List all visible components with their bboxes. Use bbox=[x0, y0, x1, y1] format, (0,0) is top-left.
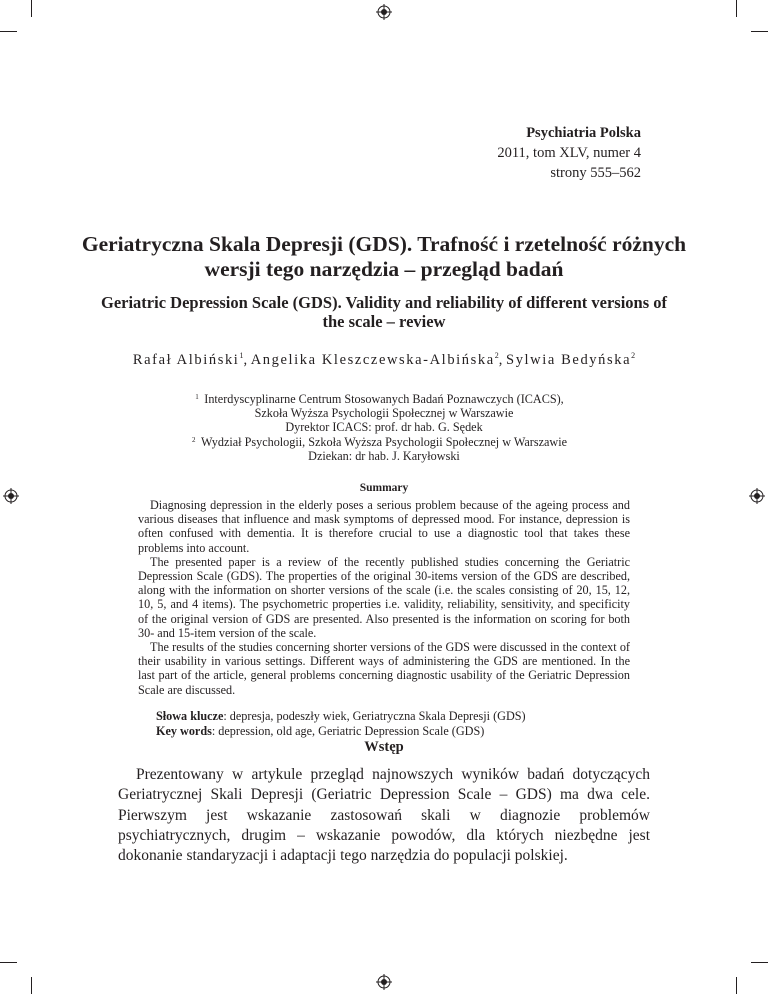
affiliation-number: 2 bbox=[191, 435, 196, 444]
crop-mark-top-left-h bbox=[0, 31, 17, 32]
registration-mark-top-icon bbox=[376, 4, 392, 20]
crop-mark-bottom-right-h bbox=[751, 962, 768, 963]
affiliation-text: Wydział Psychologii, Szkoła Wyższa Psychologii Społecznej w Warszawie bbox=[200, 434, 568, 449]
journal-name: Psychiatria Polska bbox=[526, 125, 641, 141]
keywords-line-english bbox=[156, 724, 630, 739]
keywords-label: Key words bbox=[156, 724, 212, 738]
journal-header bbox=[497, 123, 641, 183]
author-separator: , bbox=[498, 352, 507, 368]
author-name: Sylwia Bedyńska bbox=[506, 352, 632, 368]
summary-paragraph: The presented paper is a review of the recently published studies concerning the Geriatric Depression Scale (GDS). The properties of the original 30-items version of the GDS are described, along with the information on shorter versions of the scale (i.e. the scales consisting of 20, 15, 12, 10, 5, and 4 items). The psychometric properties i.e. validity, reliability, sensitivity, and specificity of the original version of GDS are presented. Also presented is the information on scoring for both 30- and 15-item version of the scale. bbox=[138, 554, 630, 640]
affiliation-line: Dziekan: dr hab. J. Karyłowski bbox=[308, 448, 460, 463]
registration-mark-bottom-icon bbox=[376, 974, 392, 990]
summary-paragraph: Diagnosing depression in the elderly poses a serious problem because of the ageing process and various diseases that influence and mask symptoms of depressed mood. For instance, depression is often confused with dementia. It is therefore crucial to use a diagnostic tool that takes these problems into account. bbox=[138, 498, 630, 555]
affiliation-block bbox=[150, 392, 618, 463]
keywords-label: Słowa klucze bbox=[156, 709, 224, 723]
crop-mark-top-right-v bbox=[736, 0, 737, 17]
keywords-text: : depression, old age, Geriatric Depression Scale (GDS) bbox=[211, 724, 485, 738]
summary-body bbox=[138, 498, 630, 697]
crop-mark-bottom-left-v bbox=[31, 977, 32, 994]
author-name: Angelika Kleszczewska-Albińska bbox=[250, 352, 495, 368]
intro-body bbox=[118, 765, 650, 866]
author-affiliation-number: 2 bbox=[494, 351, 499, 360]
affiliation-line: Szkoła Wyższa Psychologii Społecznej w Warszawie bbox=[254, 406, 514, 421]
journal-issue: 2011, tom XLV, numer 4 bbox=[497, 145, 641, 161]
intro-paragraph: Prezentowany w artykule przegląd najnowszych wyników badań dotyczących Geriatrycznej Skali Depresji (Geriatric Depression Scale – GDS) ma dwa cele. Pierwszym jest wskazanie zastosowań skali w diagnozie problemów psychiatrycznych, drugim – wskazanie powodów, dla których niezbędne jest dokonanie standaryzacji i adaptacji tego narzędzia do populacji polskiej. bbox=[118, 766, 650, 865]
affiliation-line: Dyrektor ICACS: prof. dr hab. G. Sędek bbox=[285, 420, 483, 435]
summary-paragraph: The results of the studies concerning shorter versions of the GDS were discussed in the context of their usability in various settings. Different ways of administering the GDS are mentioned. In the last part of the article, general problems concerning diagnostic usability of the Geriatric Depression Scale are discussed. bbox=[138, 640, 630, 697]
keywords-line-polish bbox=[156, 709, 630, 724]
article-title-polish: Geriatryczna Skala Depresji (GDS). Trafność i rzetelność różnych wersji tego narzędzia – przegląd badań bbox=[81, 232, 687, 281]
affiliation-text: Interdyscyplinarne Centrum Stosowanych Badań Poznawczych (ICACS), bbox=[204, 392, 564, 406]
affiliation-number: 1 bbox=[195, 393, 199, 401]
article-title-english: Geriatric Depression Scale (GDS). Validity and reliability of different versions of the scale – review bbox=[100, 293, 667, 331]
keywords-text: : depresja, podeszły wiek, Geriatryczna Skala Depresji (GDS) bbox=[223, 709, 526, 723]
affiliation-line bbox=[150, 392, 618, 406]
author-separator: , bbox=[243, 352, 251, 368]
crop-mark-bottom-left-h bbox=[0, 962, 17, 963]
author-name: Rafał Albiński bbox=[132, 352, 240, 368]
crop-mark-top-left-v bbox=[31, 0, 32, 17]
keywords-block bbox=[156, 709, 630, 739]
affiliation-line bbox=[150, 435, 618, 449]
registration-mark-left-icon bbox=[3, 488, 19, 504]
section-heading: Wstęp bbox=[364, 739, 404, 755]
summary-heading: Summary bbox=[359, 482, 409, 494]
author-affiliation-number: 2 bbox=[631, 351, 636, 360]
registration-mark-right-icon bbox=[749, 488, 765, 504]
author-list bbox=[60, 351, 708, 369]
author-affiliation-number: 1 bbox=[239, 351, 244, 360]
journal-pages: strony 555–562 bbox=[550, 165, 641, 181]
crop-mark-top-right-h bbox=[751, 31, 768, 32]
crop-mark-bottom-right-v bbox=[736, 977, 737, 994]
